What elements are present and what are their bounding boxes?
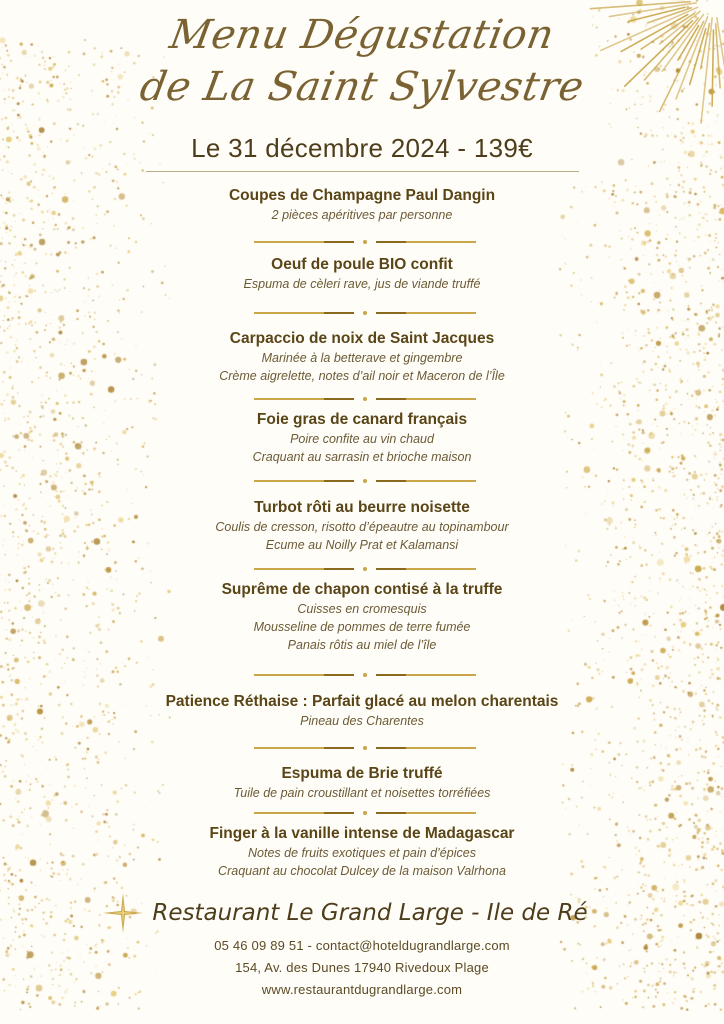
course-item — [80, 186, 644, 224]
course-description: Ecume au Noilly Prat et Kalamansi — [265, 538, 459, 552]
course-separator — [254, 239, 476, 245]
course-item — [80, 824, 644, 880]
website-link[interactable]: www.restaurantdugrandlarge.com — [261, 982, 463, 997]
course-name: Turbot rôti au beurre noisette — [254, 499, 470, 516]
course-description: Coulis de cresson, risotto d’épeautre au topinambour — [215, 520, 509, 534]
course-name: Espuma de Brie truffé — [281, 765, 443, 782]
date-price: Le 31 décembre 2024 - 139€ — [191, 133, 533, 163]
course-separator — [254, 396, 476, 402]
course-item — [80, 410, 644, 466]
restaurant-name: Restaurant Le Grand Large - Ile de Ré — [152, 900, 588, 926]
header-divider — [146, 171, 579, 172]
course-item — [80, 498, 644, 554]
course-name: Carpaccio de noix de Saint Jacques — [229, 330, 495, 347]
course-item — [80, 255, 644, 293]
course-name: Foie gras de canard français — [256, 411, 468, 428]
course-separator — [254, 478, 476, 484]
course-name: Finger à la vanille intense de Madagascar — [209, 825, 515, 842]
course-separator — [254, 810, 476, 816]
course-item — [80, 764, 644, 802]
course-separator — [254, 310, 476, 316]
contact-info: 05 46 09 89 51 - contact@hoteldugrandlarge.com — [214, 938, 510, 953]
course-description: Craquant au chocolat Dulcey de la maison Valrhona — [218, 864, 506, 878]
menu-title-line1: Menu Dégustation — [166, 12, 558, 58]
course-description: Cuisses en cromesquis — [297, 602, 427, 616]
course-item — [80, 329, 644, 385]
course-item — [80, 580, 644, 654]
course-description: Pineau des Charentes — [300, 714, 424, 728]
course-description: Espuma de cèleri rave, jus de viande truffé — [243, 277, 481, 291]
course-item — [80, 692, 644, 730]
course-name: Coupes de Champagne Paul Dangin — [228, 187, 496, 204]
course-separator — [254, 672, 476, 678]
course-name: Patience Réthaise : Parfait glacé au melon charentais — [165, 693, 559, 710]
course-description: Notes de fruits exotiques et pain d’épices — [248, 846, 476, 860]
course-separator — [254, 745, 476, 751]
course-description: Craquant au sarrasin et brioche maison — [252, 450, 472, 464]
course-description: Crème aigrelette, notes d’ail noir et Maceron de l’Île — [219, 369, 505, 383]
course-separator — [254, 566, 476, 572]
course-description: Tuile de pain croustillant et noisettes torréfiées — [233, 786, 491, 800]
address: 154, Av. des Dunes 17940 Rivedoux Plage — [235, 960, 489, 975]
course-name: Suprême de chapon contisé à la truffe — [221, 581, 503, 598]
course-description: Poire confite au vin chaud — [290, 432, 434, 446]
course-description: Panais rôtis au miel de l’île — [287, 638, 437, 652]
course-description: Mousseline de pommes de terre fumée — [253, 620, 471, 634]
course-description: 2 pièces apéritives par personne — [271, 208, 453, 222]
menu-title-line2: de La Saint Sylvestre — [136, 64, 588, 110]
course-name: Oeuf de poule BIO confit — [271, 256, 453, 273]
course-description: Marinée à la betterave et gingembre — [261, 351, 463, 365]
